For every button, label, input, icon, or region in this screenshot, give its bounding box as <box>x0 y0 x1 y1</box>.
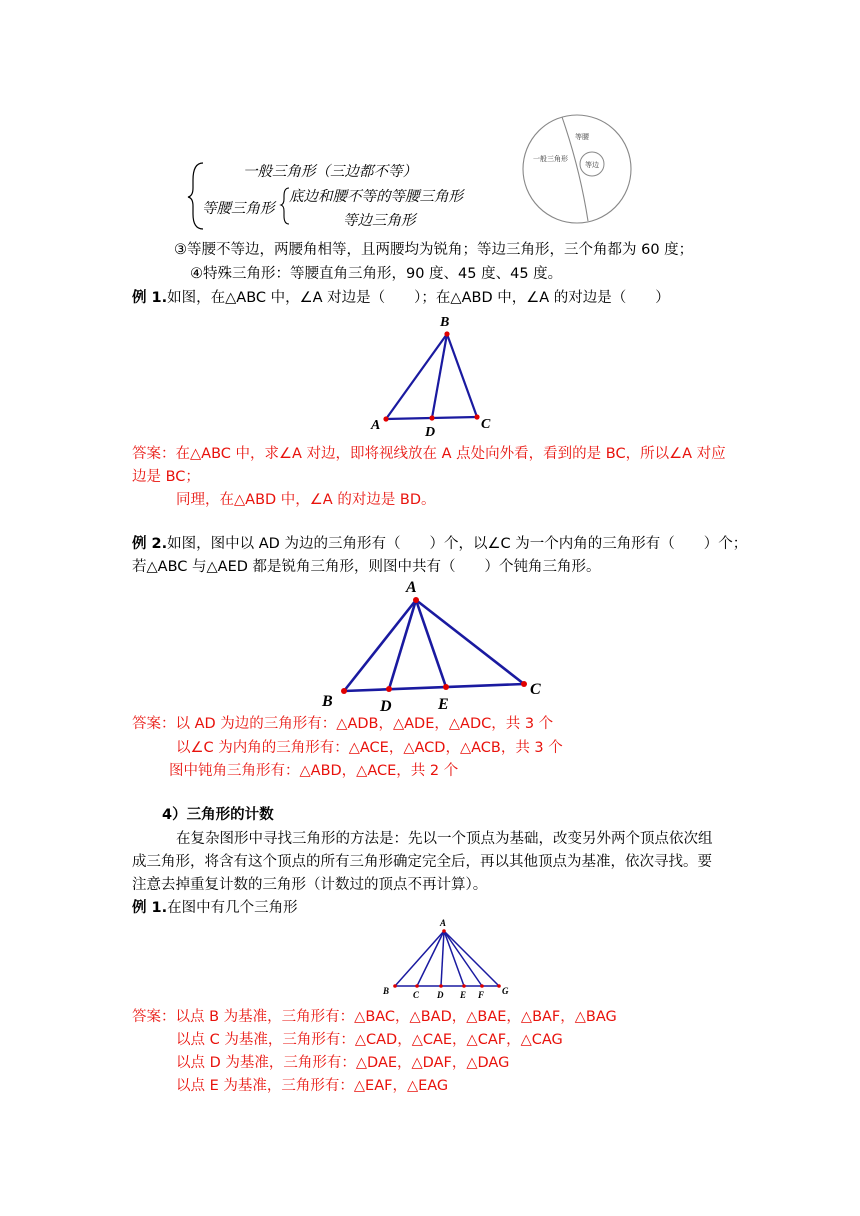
classification-iso-sub1: 底边和腰不等的等腰三角形 <box>289 189 463 205</box>
ex1b-label-G: G <box>502 986 509 996</box>
ex1a-label-C: C <box>481 417 491 432</box>
classification-general: 一般三角形（三边都不等） <box>243 164 417 180</box>
section4-para-line2: 成三角形，将含有这个顶点的所有三角形确定完全后，再以其他顶点为基准，依次寻找。要 <box>132 854 712 870</box>
ex1b-answer-line2: 以点 C 为基准，三角形有：△CAD，△CAE，△CAF，△CAG <box>176 1032 563 1048</box>
section4-para-line3: 注意去掉重复计数的三角形（计数过的顶点不再计算）。 <box>132 877 488 893</box>
ex2-question-line1 <box>132 535 747 553</box>
ex2-answer-line1: 答案：以 AD 为边的三角形有：△ADB，△ADE，△ADC，共 3 个 <box>132 716 554 732</box>
ex1b-answer-line4: 以点 E 为基准，三角形有：△EAF，△EAG <box>176 1078 449 1094</box>
venn-general-label: 一般三角形 <box>533 155 568 163</box>
ex1b-label-E: E <box>460 990 467 1000</box>
ex1b-question-text: 在图中有几个三角形 <box>167 900 298 916</box>
ex1b-label-B: B <box>383 986 390 996</box>
classification-isosceles: 等腰三角形 <box>202 201 275 217</box>
ex1a-answer-line1: 答案：在△ABC 中，求∠A 对边，即将视线放在 A 点处向外看，看到的是 BC，所以∠A 对应 <box>132 446 726 462</box>
section4-para-line1: 在复杂图形中寻找三角形的方法是：先以一个顶点为基础，改变另外两个顶点依次组 <box>176 831 713 847</box>
point-3: ③等腰不等边，两腰角相等，且两腰均为锐角；等边三角形，三个角都为 60 度； <box>174 242 694 258</box>
ex1a-label-D: D <box>425 425 436 440</box>
ex2-label: 例 2. <box>132 536 168 552</box>
section4-heading: 4）三角形的计数 <box>162 807 274 823</box>
ex2-label-E: E <box>438 696 449 713</box>
ex1b-answer-line3: 以点 D 为基准，三角形有：△DAE，△DAF，△DAG <box>176 1055 510 1071</box>
ex1b-label-D: D <box>437 990 444 1000</box>
venn-iso-label: 等腰 <box>575 133 589 141</box>
ex1a-question <box>132 289 670 307</box>
ex2-label-B: B <box>322 693 333 710</box>
ex1b-label-F: F <box>478 990 485 1000</box>
ex2-question-text1: 如图，图中以 AD 为边的三角形有（ ）个，以∠C 为一个内角的三角形有（ ）个； <box>167 536 748 552</box>
ex1a-answer-line2: 边是 BC； <box>132 469 200 485</box>
ex1b-answer-line1: 答案：以点 B 为基准，三角形有：△BAC，△BAD，△BAE，△BAF，△BAG <box>132 1009 617 1025</box>
point-4: ④特殊三角形：等腰直角三角形，90 度、45 度、45 度。 <box>190 266 563 282</box>
ex2-answer-line2: 以∠C 为内角的三角形有：△ACE，△ACD，△ACB，共 3 个 <box>176 740 563 756</box>
ex1a-question-text: 如图，在△ABC 中，∠A 对边是（ ）；在△ABD 中，∠A 的对边是（ ） <box>167 290 670 306</box>
ex2-question-line2: 若△ABC 与△AED 都是锐角三角形，则图中共有（ ）个钝角三角形。 <box>132 559 601 575</box>
ex1a-label: 例 1. <box>132 290 168 306</box>
ex2-label-A: A <box>406 579 417 596</box>
ex2-label-C: C <box>530 681 541 698</box>
ex1b-label: 例 1. <box>132 900 168 916</box>
venn-equi-label: 等边 <box>585 161 599 169</box>
ex1a-answer-line3: 同理，在△ABD 中，∠A 的对边是 BD。 <box>176 492 436 508</box>
ex1b-question <box>132 899 298 917</box>
venn-diagram <box>522 114 632 224</box>
ex1b-label-C: C <box>413 990 420 1000</box>
ex2-label-D: D <box>380 698 392 715</box>
ex1a-label-B: B <box>440 315 450 330</box>
ex2-answer-line3: 图中钝角三角形有：△ABD，△ACE，共 2 个 <box>169 763 459 779</box>
ex1b-label-A: A <box>440 918 447 928</box>
classification-iso-sub2: 等边三角形 <box>343 213 416 229</box>
ex1a-label-A: A <box>371 418 381 433</box>
